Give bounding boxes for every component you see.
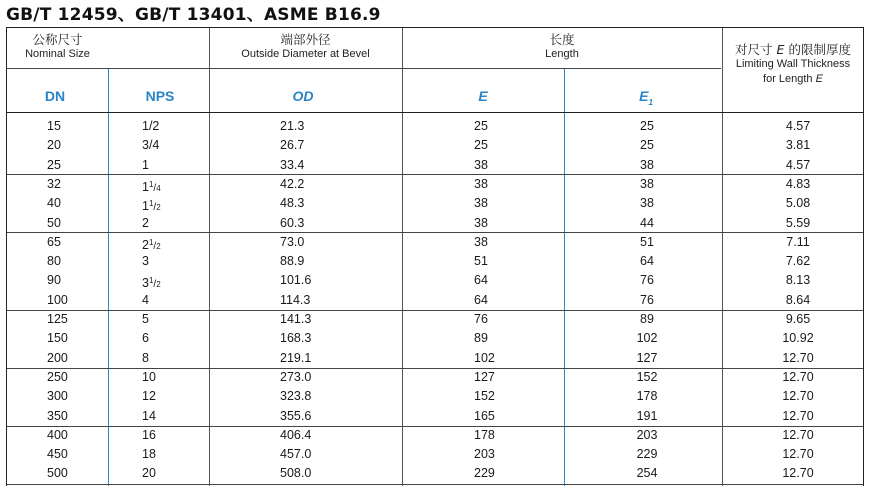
- cell-dn: 15: [47, 119, 61, 133]
- cell-limit-thickness: 12.70: [782, 466, 814, 481]
- cell-od: 323.8: [280, 389, 312, 404]
- cell-e1: 89: [640, 312, 654, 326]
- cell-limit-thickness: 8.13: [785, 273, 811, 288]
- table-row: [7, 194, 863, 213]
- cell-e1: 203: [636, 427, 658, 442]
- cell-nps: 16: [142, 427, 156, 442]
- cell-e1: 38: [640, 196, 654, 211]
- table-row: [7, 214, 863, 233]
- cell-nps: 3/4: [142, 138, 160, 153]
- table-row: [7, 387, 863, 406]
- cell-limit-thickness: 4.83: [785, 176, 811, 191]
- cell-od: 168.3: [280, 331, 312, 346]
- dimension-table: [6, 27, 864, 486]
- cell-nps: 8: [142, 350, 149, 365]
- cell-e: 165: [474, 408, 495, 423]
- cell-nps: 4: [142, 292, 149, 307]
- nominal-size-header: 公称尺寸 Nominal Size: [25, 32, 90, 60]
- cell-e1: 191: [636, 408, 658, 423]
- cell-od: 26.7: [280, 138, 305, 153]
- table-row: [7, 445, 863, 464]
- cell-dn: 125: [47, 312, 68, 326]
- cell-e1: 51: [640, 234, 654, 249]
- col-od-header: OD: [292, 88, 314, 104]
- cell-nps: 18: [142, 447, 156, 462]
- cell-e: 64: [474, 292, 488, 307]
- cell-e: 76: [474, 312, 488, 326]
- cell-e: 38: [474, 157, 488, 172]
- cell-dn: 90: [47, 273, 61, 288]
- cell-limit-thickness: 12.70: [782, 369, 814, 384]
- cell-nps: 10: [142, 369, 156, 384]
- cell-nps: 2: [142, 215, 149, 230]
- table-row: [7, 156, 863, 175]
- cell-dn: 400: [47, 427, 68, 442]
- cell-limit-thickness: 12.70: [782, 427, 814, 442]
- cell-dn: 40: [47, 196, 61, 211]
- cell-od: 33.4: [280, 157, 305, 172]
- cell-e1: 254: [636, 466, 658, 481]
- cell-dn: 65: [47, 234, 61, 249]
- cell-limit-thickness: 12.70: [782, 350, 814, 365]
- table-row: [7, 349, 863, 368]
- cell-limit-thickness: 12.70: [782, 447, 814, 462]
- cell-nps: 1/2: [142, 119, 160, 133]
- cell-dn: 150: [47, 331, 68, 346]
- cell-nps: 12: [142, 389, 156, 404]
- cell-e1: 25: [640, 119, 654, 133]
- cell-e: 127: [474, 369, 495, 384]
- cell-limit-thickness: 4.57: [785, 157, 811, 172]
- cell-dn: 200: [47, 350, 68, 365]
- cell-od: 457.0: [280, 447, 312, 462]
- cell-nps: 20: [142, 466, 156, 481]
- cell-e1: 127: [636, 350, 658, 365]
- cell-e1: 152: [636, 369, 658, 384]
- table-row: [7, 175, 863, 194]
- cell-dn: 25: [47, 157, 61, 172]
- cell-limit-thickness: 12.70: [782, 389, 814, 404]
- cell-limit-thickness: 3.81: [785, 138, 811, 153]
- cell-dn: 450: [47, 447, 68, 462]
- cell-od: 141.3: [280, 312, 312, 326]
- cell-e: 229: [474, 466, 495, 481]
- cell-nps: 14: [142, 408, 156, 423]
- limiting-thickness-header: 对尺寸 E 的限制厚度 Limiting Wall Thickness for Length E: [735, 42, 851, 85]
- cell-nps: 5: [142, 312, 149, 326]
- cell-e: 203: [474, 447, 495, 462]
- cell-e: 51: [474, 254, 488, 269]
- cell-e: 25: [474, 119, 488, 133]
- table-row: [7, 368, 863, 387]
- cell-e1: 76: [640, 273, 654, 288]
- col-e-header: E: [478, 88, 488, 104]
- cell-limit-thickness: 4.57: [785, 119, 811, 133]
- col-e1-header: $E_1$: [639, 88, 653, 107]
- cell-nps: $2^1/2$: [142, 237, 161, 252]
- cell-e1: 44: [640, 215, 654, 230]
- table-row: [7, 117, 863, 136]
- cell-od: 48.3: [280, 196, 305, 211]
- cell-od: 508.0: [280, 466, 312, 481]
- header-divider: [7, 68, 721, 69]
- cell-od: 355.6: [280, 408, 312, 423]
- cell-dn: 500: [47, 466, 68, 481]
- length-header: 长度 Length: [545, 32, 579, 60]
- table-row: [7, 310, 863, 329]
- cell-dn: 80: [47, 254, 61, 269]
- header-bottom-rule: [7, 112, 863, 113]
- table-row: [7, 426, 863, 445]
- cell-e1: 38: [640, 157, 654, 172]
- cell-e1: 178: [636, 389, 658, 404]
- cell-e: 38: [474, 215, 488, 230]
- cell-od: 406.4: [280, 427, 312, 442]
- cell-limit-thickness: 5.08: [785, 196, 811, 211]
- cell-dn: 100: [47, 292, 68, 307]
- cell-limit-thickness: 9.65: [785, 312, 811, 326]
- cell-e: 178: [474, 427, 495, 442]
- cell-nps: $1^1/4$: [142, 179, 161, 194]
- cell-e: 25: [474, 138, 488, 153]
- table-row: [7, 464, 863, 483]
- cell-e1: 25: [640, 138, 654, 153]
- table-row: [7, 271, 863, 290]
- cell-dn: 350: [47, 408, 68, 423]
- cell-od: 60.3: [280, 215, 305, 230]
- cell-limit-thickness: 5.59: [785, 215, 811, 230]
- cell-od: 21.3: [280, 119, 305, 133]
- cell-limit-thickness: 12.70: [782, 408, 814, 423]
- cell-e1: 38: [640, 176, 654, 191]
- cell-e: 38: [474, 196, 488, 211]
- table-row: [7, 329, 863, 348]
- table-row: [7, 252, 863, 271]
- cell-dn: 300: [47, 389, 68, 404]
- cell-od: 42.2: [280, 176, 305, 191]
- cell-dn: 50: [47, 215, 61, 230]
- cell-dn: 250: [47, 369, 68, 384]
- cell-e: 102: [474, 350, 495, 365]
- cell-nps: 3: [142, 254, 149, 269]
- col-nps-header: NPS: [145, 88, 175, 104]
- cell-od: 73.0: [280, 234, 305, 249]
- cell-nps: 1: [142, 157, 149, 172]
- cell-nps: $1^1/2$: [142, 199, 161, 214]
- col-dn-header: DN: [44, 88, 66, 104]
- cell-e1: 64: [640, 254, 654, 269]
- table-row: [7, 407, 863, 426]
- cell-e: 38: [474, 234, 488, 249]
- cell-e1: 102: [636, 331, 658, 346]
- cell-od: 219.1: [280, 350, 312, 365]
- cell-e: 89: [474, 331, 488, 346]
- group-divider: [7, 484, 863, 485]
- cell-dn: 20: [47, 138, 61, 153]
- cell-nps: $3^1/2$: [142, 276, 161, 291]
- table-row: [7, 136, 863, 155]
- cell-od: 114.3: [280, 292, 311, 307]
- cell-nps: 6: [142, 331, 149, 346]
- cell-od: 88.9: [280, 254, 305, 269]
- cell-e: 64: [474, 273, 488, 288]
- cell-limit-thickness: 10.92: [782, 331, 814, 346]
- cell-od: 273.0: [280, 369, 312, 384]
- cell-e1: 76: [640, 292, 654, 307]
- cell-od: 101.6: [280, 273, 312, 288]
- table-row: [7, 291, 863, 310]
- cell-e1: 229: [636, 447, 658, 462]
- cell-limit-thickness: 8.64: [785, 292, 811, 307]
- od-header: 端部外径 Outside Diameter at Bevel: [241, 32, 370, 60]
- cell-e: 38: [474, 176, 488, 191]
- cell-e: 152: [474, 389, 495, 404]
- cell-limit-thickness: 7.11: [786, 234, 810, 249]
- table-row: [7, 233, 863, 252]
- cell-dn: 32: [47, 176, 61, 191]
- cell-limit-thickness: 7.62: [785, 254, 811, 269]
- page-title: GB/T 12459、GB/T 13401、ASME B16.9: [6, 5, 381, 25]
